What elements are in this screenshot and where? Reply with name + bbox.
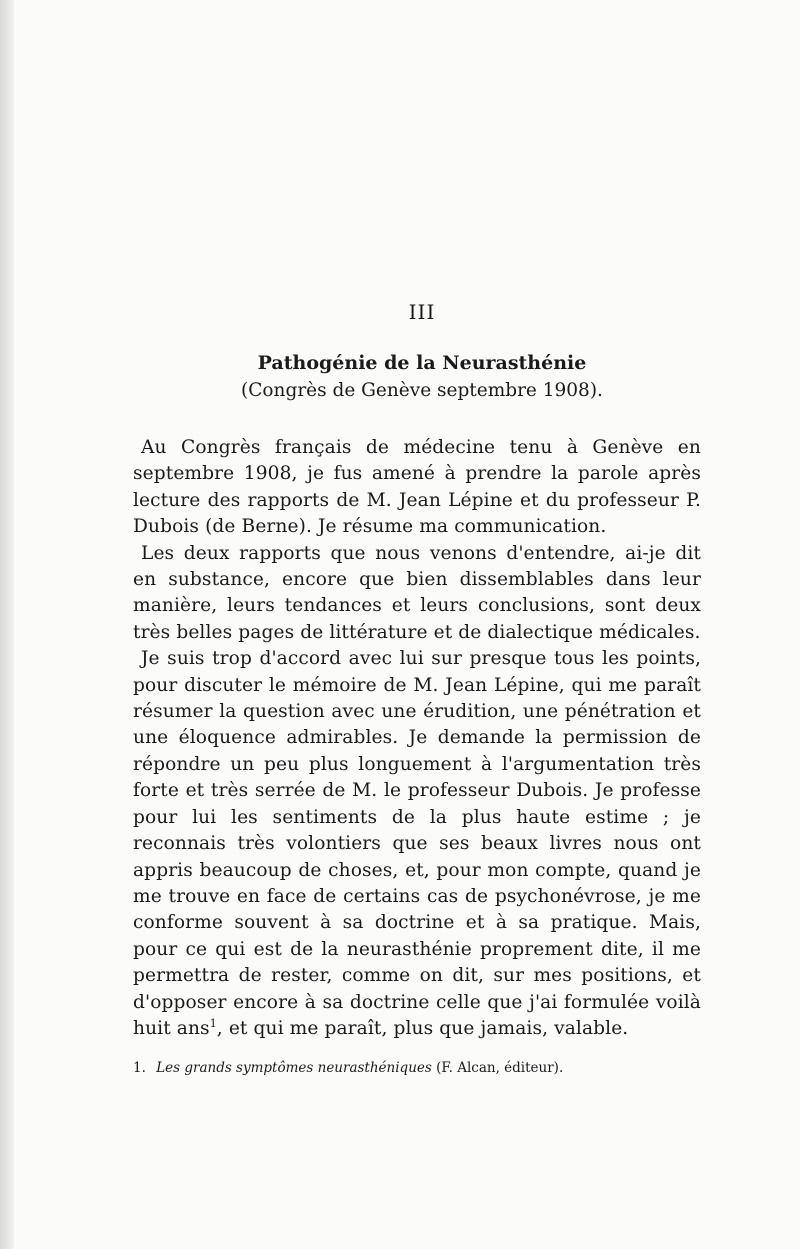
paragraph-3-text-before: Je suis trop d'accord avec lui sur presque tous les points, pour discuter le mémoire de M. Jean Lépine, qui me paraît résumer la question avec une érudition, une pénétration et une éloquence admirables. Je demande la permission de répondre un peu plus longuement à l'argumentation très forte et très serrée de M. le professeur Dubois. Je professe pour lui les sentiments de la plus haute estime ; je reconnais très volontiers que ses beaux livres nous ont appris beaucoup de choses, et, pour mon compte, quand je me trouve en face de certains cas de psychonévrose, je me conforme souvent à sa doctrine et à sa pratique. Mais, pour ce qui est de la neurasthénie proprement dite, il me permettra de rester, comme on dit, sur mes positions, et d'opposer encore à sa doctrine celle que j'ai formulée voilà huit ans bbox=[133, 648, 701, 1039]
footnote-title: Les grands symptômes neurasthéniques bbox=[156, 1060, 432, 1077]
chapter-subtitle: (Congrès de Genève septembre 1908). bbox=[241, 380, 603, 401]
footnote-reference: 1 bbox=[209, 1016, 217, 1030]
paragraph-3 bbox=[133, 646, 701, 1042]
footnote bbox=[133, 1060, 701, 1076]
footnote-publisher: (F. Alcan, éditeur). bbox=[436, 1060, 564, 1077]
paragraph-1: Au Congrès français de médecine tenu à Genève en septembre 1908, je fus amené à prendre la parole après lecture des rapports de M. Jean Lépine et du professeur P. Dubois (de Berne). Je résume ma communication. bbox=[133, 437, 701, 538]
chapter-title: Pathogénie de la Neurasthénie bbox=[257, 352, 587, 374]
chapter-number: III bbox=[408, 300, 436, 324]
paragraph-3-text-after: , et qui me paraît, plus que jamais, valable. bbox=[216, 1017, 629, 1039]
text-block bbox=[133, 300, 701, 1076]
paragraph-2: Les deux rapports que nous venons d'entendre, ai-je dit en substance, encore que bien dissemblables dans leur manière, leurs tendances et leurs conclusions, sont deux très belles pages de littérature et de dialectique médicales. bbox=[133, 542, 701, 643]
scan-edge bbox=[0, 0, 14, 1249]
footnote-number: 1. bbox=[133, 1060, 146, 1077]
